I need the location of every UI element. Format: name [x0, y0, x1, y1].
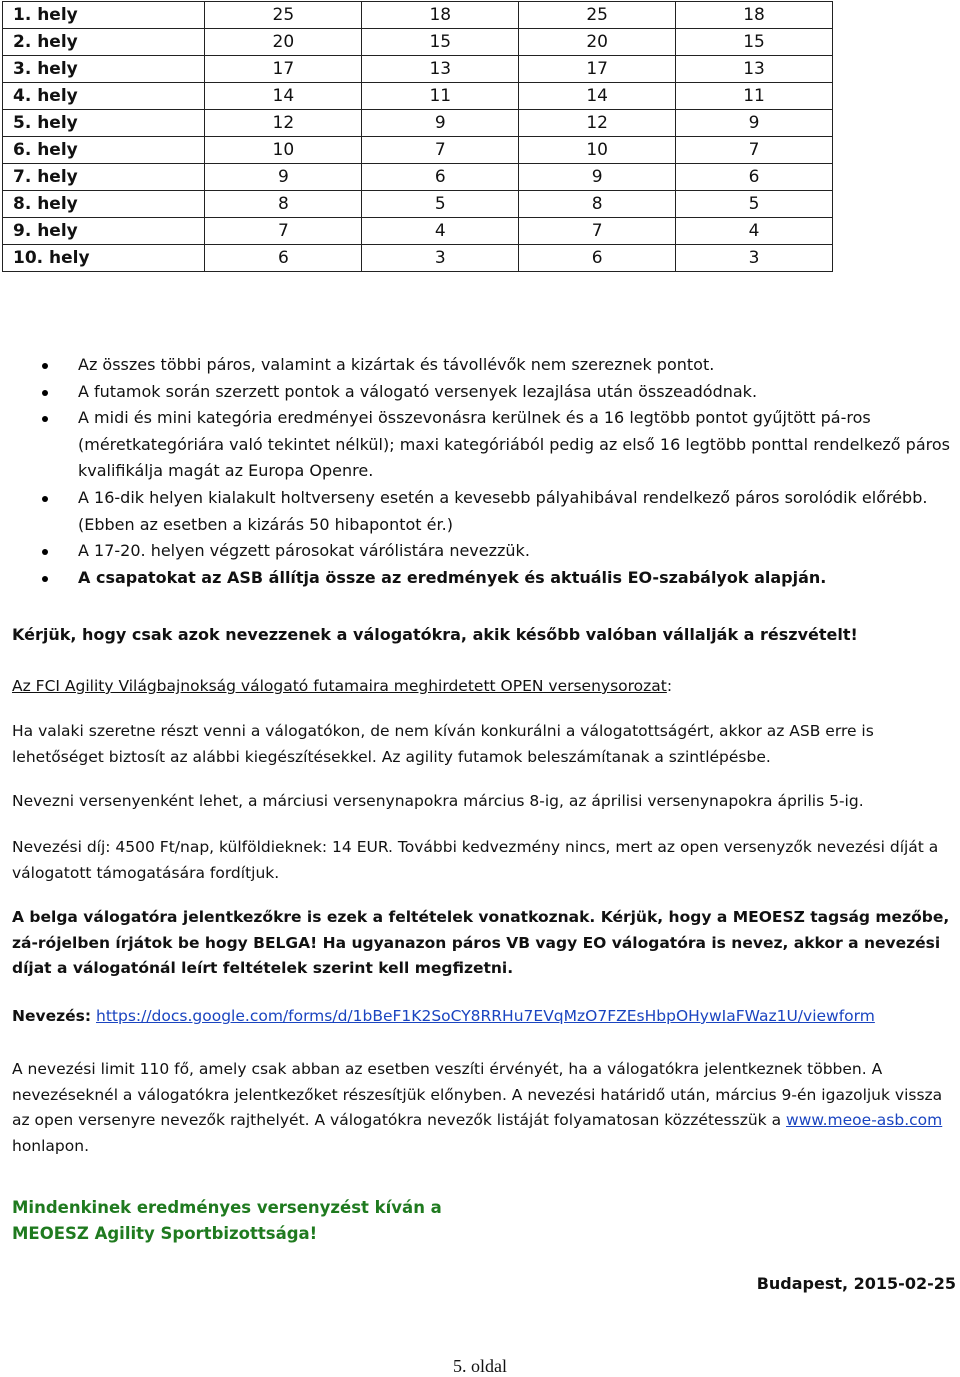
- points-cell: 20: [205, 29, 362, 56]
- points-cell: 18: [676, 2, 833, 29]
- list-item: A 16-dik helyen kialakult holtverseny esetén a kevesebb pályahibával rendelkező páros sorolódik előrébb. (Ebben az esetben a kizárás 50 hibapontot ér.): [0, 485, 958, 538]
- points-cell: 13: [676, 56, 833, 83]
- points-cell: 11: [676, 83, 833, 110]
- list-item: A midi és mini kategória eredményei összevonásra kerülnek és a 16 legtöbb pontot gyűjtött pá-ros (méretkategóriára való tekintet nélkül); maxi kategóriából pedig az első 16 legtöbb ponttal rendelkező páros kvalifikálja magát az Europa Openre.: [0, 405, 958, 485]
- closing-greeting: [12, 1195, 957, 1247]
- rules-bullet-list: [0, 352, 958, 591]
- table-row: [3, 2, 833, 29]
- list-item: A 17-20. helyen végzett párosokat várólistára nevezzük.: [0, 538, 958, 565]
- points-cell: 7: [362, 137, 519, 164]
- points-cell: 6: [519, 245, 676, 272]
- entry-limit-suffix: honlapon.: [12, 1136, 90, 1155]
- points-cell: 9: [519, 164, 676, 191]
- website-link[interactable]: www.meoe-asb.com: [786, 1111, 943, 1129]
- participation-notice: Kérjük, hogy csak azok nevezzenek a válogatókra, akik később valóban vállalják a részvételt!: [12, 625, 858, 644]
- place-cell: 6. hely: [3, 137, 205, 164]
- points-cell: 6: [362, 164, 519, 191]
- points-cell: 10: [519, 137, 676, 164]
- table-row: [3, 56, 833, 83]
- table-row: [3, 218, 833, 245]
- list-item: Az összes többi páros, valamint a kizártak és távollévők nem szereznek pontot.: [0, 352, 958, 379]
- table-row: [3, 29, 833, 56]
- points-cell: 12: [519, 110, 676, 137]
- points-cell: 4: [362, 218, 519, 245]
- points-cell: 14: [519, 83, 676, 110]
- points-cell: 5: [676, 191, 833, 218]
- points-cell: 8: [205, 191, 362, 218]
- place-cell: 3. hely: [3, 56, 205, 83]
- table-row: [3, 110, 833, 137]
- points-cell: 18: [362, 2, 519, 29]
- table-row: [3, 164, 833, 191]
- place-cell: 8. hely: [3, 191, 205, 218]
- points-cell: 9: [362, 110, 519, 137]
- points-cell: 3: [676, 245, 833, 272]
- table-row: [3, 83, 833, 110]
- place-cell: 4. hely: [3, 83, 205, 110]
- document-date: Budapest, 2015-02-25: [756, 1274, 956, 1293]
- points-cell: 7: [676, 137, 833, 164]
- deadline-paragraph: Nevezni versenyenként lehet, a márciusi versenynapokra március 8-ig, az áprilisi versenynapokra április 5-ig.: [12, 792, 864, 810]
- points-cell: 9: [676, 110, 833, 137]
- points-cell: 7: [205, 218, 362, 245]
- belgian-selection-paragraph: A belga válogatóra jelentkezőkre is ezek a feltételek vonatkoznak. Kérjük, hogy a MEOESZ tagság mezőbe, zá-rójelben írjátok be hogy BELGA! Ha ugyanazon páros VB vagy EO válogatóra is nevez, akkor a nevezési díjat a válogatónál leírt feltételek szerint kell megfizetni.: [12, 908, 950, 977]
- points-cell: 3: [362, 245, 519, 272]
- points-cell: 15: [676, 29, 833, 56]
- entry-limit-paragraph: [12, 1057, 957, 1159]
- points-cell: 9: [205, 164, 362, 191]
- place-cell: 1. hely: [3, 2, 205, 29]
- place-cell: 10. hely: [3, 245, 205, 272]
- entry-limit-text: A nevezési limit 110 fő, amely csak abban az esetben veszíti érvényét, ha a válogatókra jelentkeznek többen. A nevezéseknél a válogatókra jelentkezőket részesítjük előnyben. A nevezési határidő után, március 9-én igazoljuk vissza az open versenyre nevezők rajthelyét. A válogatókra nevezők listáját folyamatosan közzétesszük a: [12, 1060, 943, 1129]
- open-series-heading-colon: :: [666, 677, 673, 695]
- place-cell: 7. hely: [3, 164, 205, 191]
- place-cell: 5. hely: [3, 110, 205, 137]
- open-series-heading-text: Az FCI Agility Világbajnokság válogató futamaira meghirdetett OPEN versenysorozat: [12, 677, 667, 695]
- points-cell: 17: [519, 56, 676, 83]
- points-cell: 8: [519, 191, 676, 218]
- open-series-heading: [12, 674, 957, 700]
- list-item: A csapatokat az ASB állítja össze az eredmények és aktuális EO-szabályok alapján.: [0, 565, 958, 592]
- closing-line-1: Mindenkinek eredményes versenyzést kíván a: [12, 1198, 442, 1217]
- points-cell: 25: [205, 2, 362, 29]
- points-cell: 17: [205, 56, 362, 83]
- place-cell: 9. hely: [3, 218, 205, 245]
- table-row: [3, 191, 833, 218]
- closing-line-2: MEOESZ Agility Sportbizottsága!: [12, 1224, 318, 1243]
- open-series-paragraph: Ha valaki szeretne részt venni a válogatókon, de nem kíván konkurálni a válogatottságért, akkor az ASB erre is lehetőséget biztosít az alábbi kiegészítésekkel. Az agility futamok beleszámítanak a szintlépésbe.: [12, 722, 874, 766]
- points-cell: 7: [519, 218, 676, 245]
- fee-paragraph: Nevezési díj: 4500 Ft/nap, külföldieknek: 14 EUR. További kedvezmény nincs, mert az open versenyzők nevezési díját a válogatott támogatására fordítjuk.: [12, 838, 939, 882]
- points-cell: 12: [205, 110, 362, 137]
- scores-table: [2, 1, 833, 272]
- entry-line: [12, 1004, 957, 1030]
- points-cell: 5: [362, 191, 519, 218]
- points-cell: 6: [205, 245, 362, 272]
- points-cell: 6: [676, 164, 833, 191]
- place-cell: 2. hely: [3, 29, 205, 56]
- table-row: [3, 245, 833, 272]
- points-cell: 4: [676, 218, 833, 245]
- points-cell: 14: [205, 83, 362, 110]
- points-cell: 11: [362, 83, 519, 110]
- points-cell: 20: [519, 29, 676, 56]
- points-cell: 10: [205, 137, 362, 164]
- page-number: 5. oldal: [453, 1356, 507, 1376]
- list-item: A futamok során szerzett pontok a válogató versenyek lezajlása után összeadódnak.: [0, 379, 958, 406]
- table-row: [3, 137, 833, 164]
- entry-label: Nevezés:: [12, 1007, 92, 1025]
- points-cell: 25: [519, 2, 676, 29]
- points-cell: 15: [362, 29, 519, 56]
- points-cell: 13: [362, 56, 519, 83]
- entry-form-link[interactable]: https://docs.google.com/forms/d/1bBeF1K2SoCY8RRHu7EVqMzO7FZEsHbpOHywIaFWaz1U/viewform: [96, 1007, 875, 1025]
- scores-table-body: [3, 2, 833, 272]
